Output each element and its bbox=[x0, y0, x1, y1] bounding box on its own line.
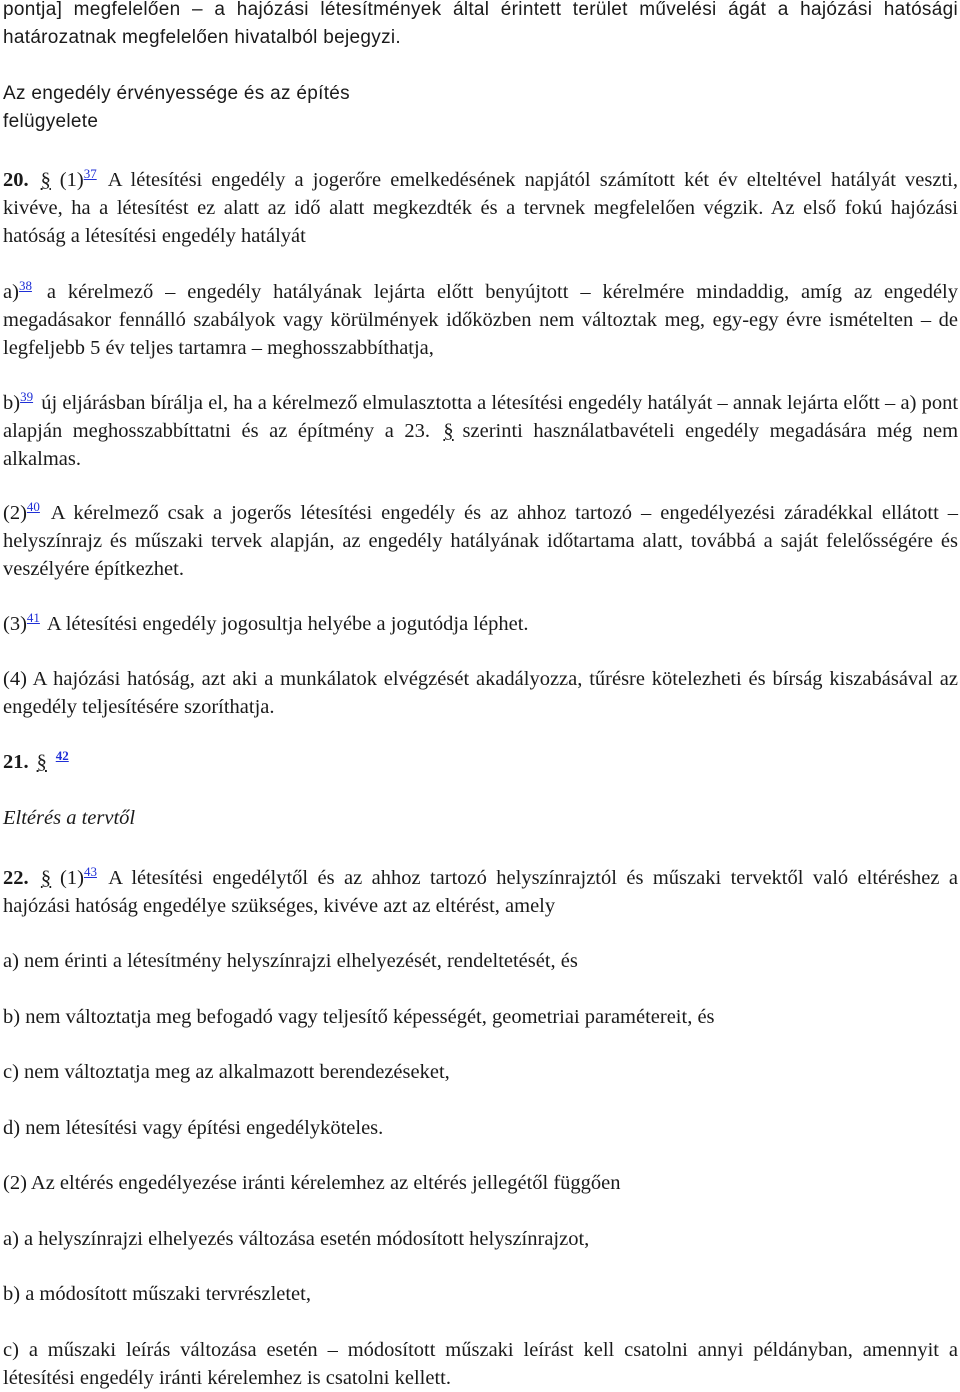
list-item bbox=[3, 1280, 958, 1308]
footnote-link-42[interactable]: 42 bbox=[55, 748, 69, 763]
list-item bbox=[3, 947, 958, 975]
section-mark-link[interactable]: § bbox=[40, 867, 52, 889]
s20-p2-label: (2) bbox=[3, 502, 27, 524]
s21-number: 21. bbox=[3, 751, 29, 773]
footnote-link-41[interactable]: 41 bbox=[26, 610, 40, 625]
list-item bbox=[3, 1114, 958, 1142]
s20-p2-text: A kérelmező csak a jogerős létesítési engedély és az ahhoz tartozó – engedélyezési záradékkal ellátott – helyszínrajz és műszaki tervek alapján, az engedély hatályának időtartama alatt, továbbá a saját felelősségére és veszélyére építkezhet. bbox=[3, 502, 958, 580]
s22-p1 bbox=[3, 864, 958, 920]
intro-paragraph bbox=[3, 0, 958, 52]
footnote-link-40[interactable]: 40 bbox=[26, 499, 40, 514]
s22-p2 bbox=[3, 1169, 958, 1197]
s22-item-c-text: c) nem változtatja meg az alkalmazott berendezéseket, bbox=[3, 1061, 450, 1083]
s22-p2-item-a-text: a) a helyszínrajzi elhelyezés változása esetén módosított helyszínrajzot, bbox=[3, 1228, 590, 1250]
s22-p2-item-b-text: b) a módosított műszaki tervrészletet, bbox=[3, 1283, 311, 1305]
list-item bbox=[3, 1003, 958, 1031]
s20-b-text-2: szerinti használatbavételi engedély megadására még nem alkalmas. bbox=[3, 420, 959, 470]
heading-validity-line2: felügyelete bbox=[3, 111, 99, 132]
section-mark-link[interactable]: § bbox=[40, 169, 51, 191]
s22-p2-text: (2) Az eltérés engedélyezése iránti kérelemhez az eltérés jellegétől függően bbox=[3, 1172, 621, 1194]
s20-number: 20. bbox=[3, 169, 29, 191]
s20-b-label: b) bbox=[3, 392, 21, 414]
footnote-link-38[interactable]: 38 bbox=[18, 278, 32, 293]
s21-title bbox=[3, 804, 958, 832]
s20-p2 bbox=[3, 499, 958, 583]
list-item bbox=[3, 1336, 958, 1392]
heading-validity bbox=[3, 80, 958, 136]
list-item bbox=[3, 1058, 958, 1086]
s20-p3-text: A létesítési engedély jogosultja helyébe a jogutódja léphet. bbox=[46, 613, 529, 635]
s20-p4 bbox=[3, 665, 958, 721]
s20-p3-label: (3) bbox=[3, 613, 27, 635]
s20-b-text-1: új eljárásban bírálja el, ha a kérelmező elmulasztotta a létesítési engedély hatályát – annak lejárta előtt – a) pont alapján meghosszabbíttatni és az építmény a 23. bbox=[3, 392, 959, 442]
section-mark-link[interactable]: § bbox=[443, 420, 454, 442]
footnote-link-37[interactable]: 37 bbox=[83, 166, 97, 181]
s20-a-label: a) bbox=[3, 281, 19, 303]
s22-p2-item-c-text: c) a műszaki leírás változása esetén – módosított műszaki leírást kell csatolni annyi példányban, amennyit a létesítési engedély iránti kérelemhez is csatolni kellett. bbox=[3, 1339, 958, 1389]
s22-item-d-text: d) nem létesítési vagy építési engedélyköteles. bbox=[3, 1117, 384, 1139]
section-mark-link[interactable]: § bbox=[36, 751, 47, 773]
s20-p3 bbox=[3, 610, 958, 638]
s22-p1-text: A létesítési engedélytől és az ahhoz tartozó helyszínrajztól és műszaki tervektől való eltéréshez a hajózási hatóság engedélye szükséges, kivéve azt az eltérést, amely bbox=[3, 867, 958, 917]
s22-item-a-text: a) nem érinti a létesítmény helyszínrajzi elhelyezését, rendeltetését, és bbox=[3, 950, 578, 972]
s20-a-text: a kérelmező – engedély hatályának lejárta előtt benyújtott – kérelmére mindaddig, amíg az engedély megadásakor fennálló szabályok vagy körülmények időközben nem változtak meg, egy-egy évre ismételten – de legfeljebb 5 év teljes tartamra – meghosszabbíthatja, bbox=[3, 281, 959, 359]
s21-heading bbox=[3, 748, 958, 776]
footnote-link-39[interactable]: 39 bbox=[20, 389, 34, 404]
s21-title-text: Eltérés a tervtől bbox=[3, 807, 136, 829]
footnote-link-43[interactable]: 43 bbox=[83, 864, 97, 879]
s22-item-b-text: b) nem változtatja meg befogadó vagy teljesítő képességét, geometriai paramétereit, és bbox=[3, 1006, 715, 1028]
s22-p1-label: (1) bbox=[60, 867, 84, 889]
s20-item-b bbox=[3, 389, 958, 473]
s20-p1 bbox=[3, 166, 958, 250]
heading-validity-line1: Az engedély érvényessége és az építés bbox=[3, 83, 350, 104]
intro-text: pontja] megfelelően – a hajózási létesítmények által érintett terület művelési ágát a hajózási hatósági határozatnak megfelelően hivatalból bejegyzi. bbox=[3, 0, 958, 48]
s20-item-a bbox=[3, 278, 958, 362]
s20-p4-text: (4) A hajózási hatóság, azt aki a munkálatok elvégzését akadályozza, tűrésre kötelezheti és bírság kiszabásával az engedély teljesítésére szoríthatja. bbox=[3, 668, 958, 718]
list-item bbox=[3, 1225, 958, 1253]
s22-number: 22. bbox=[3, 867, 29, 889]
s20-p1-label: (1) bbox=[59, 169, 84, 191]
s20-p1-text: A létesítési engedély a jogerőre emelkedésének napjától számított két év elteltével hatályát veszti, kivéve, ha a létesítést ez alatt az idő alatt megkezdték és a tervnek megfelelően végzik. Az első fokú hajózási hatóság a létesítési engedély hatályát bbox=[3, 169, 958, 247]
